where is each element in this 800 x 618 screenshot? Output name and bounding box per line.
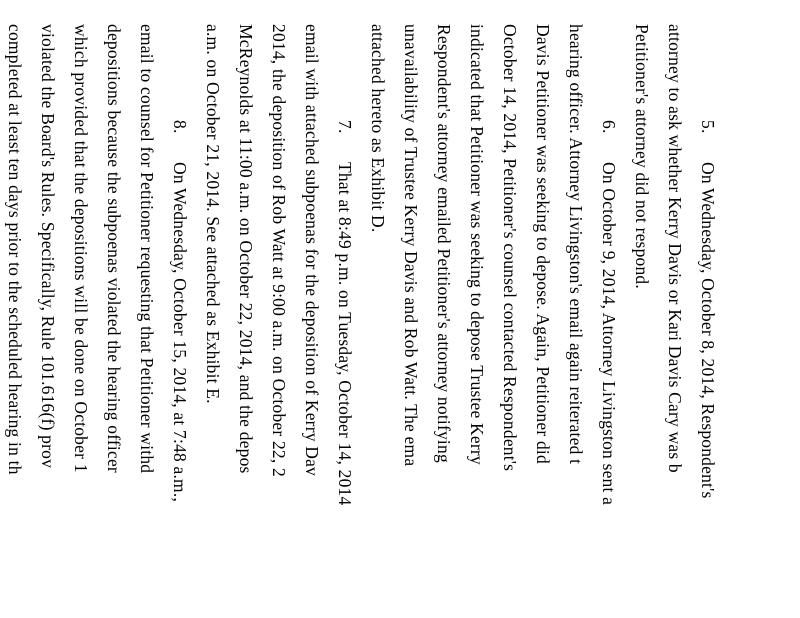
- paragraph-8-line-2: email to counsel for Petitioner requesting that Petitioner withd: [137, 24, 157, 474]
- paragraph-7-line-4: McReynolds at 11:00 a.m. on October 22, 2014, and the depos: [236, 24, 256, 474]
- paragraph-8-line-5: violated the Board's Rules. Specifically, Rule 101.616(f) prov: [38, 24, 58, 469]
- paragraph-5-line-3: Petitioner's attorney did not respond.: [632, 24, 652, 289]
- paragraph-7-line-3: 2014, the deposition of Rob Watt at 9:00 a.m. on October 22, 2: [269, 24, 289, 477]
- paragraph-7-line-1: [332, 120, 358, 505]
- paragraph-6-line-7: unavailability of Trustee Kerry Davis and Rob Watt. The ema: [401, 24, 421, 467]
- paragraph-5-line-2: attorney to ask whether Kerry Davis or Kari Davis Cary was b: [665, 24, 685, 473]
- paragraph-6-line-8: attached hereto as Exhibit D.: [368, 24, 388, 233]
- paragraph-8-line-3: depositions because the subpoenas violated the hearing officer: [104, 24, 124, 473]
- paragraph-5-line-1: [695, 120, 721, 498]
- paragraph-6-line-1: [596, 120, 622, 505]
- paragraph-text: On Wednesday, October 15, 2014, at 7:48 a.m.,: [170, 162, 190, 503]
- paragraph-6-number: 6.: [599, 120, 619, 134]
- paragraph-6-line-5: indicated that Petitioner was seeking to depose Trustee Kerry: [467, 24, 487, 465]
- document-page: [1, 24, 721, 584]
- paragraph-6-line-4: October 14, 2014, Petitioner's counsel contacted Respondent's: [500, 24, 520, 472]
- paragraph-6-line-2: hearing officer. Attorney Livingston's email again reiterated t: [566, 24, 586, 465]
- paragraph-6-line-3: Davis Petitioner was seeking to depose. Again, Petitioner did: [533, 24, 553, 464]
- paragraph-7-line-5: a.m. on October 21, 2014. See attached as Exhibit E.: [203, 24, 223, 404]
- paragraph-text: On Wednesday, October 8, 2014, Respondent's: [698, 162, 718, 499]
- paragraph-7-number: 7.: [335, 120, 355, 134]
- paragraph-text: That at 8:49 p.m. on Tuesday, October 14, 2014: [335, 162, 355, 506]
- paragraph-8-line-1: [167, 120, 193, 502]
- paragraph-text: On October 9, 2014, Attorney Livingston sent a: [599, 162, 619, 506]
- paragraph-5-number: 5.: [698, 120, 718, 134]
- paragraph-8-number: 8.: [170, 120, 190, 134]
- paragraph-7-line-2: email with attached subpoenas for the deposition of Kerry Dav: [302, 24, 322, 476]
- paragraph-8-line-4: which provided that the depositions will be done on October 1: [71, 24, 91, 473]
- paragraph-6-line-6: Respondent's attorney emailed Petitioner's attorney notifying: [434, 24, 454, 463]
- paragraph-8-line-6: completed at least ten days prior to the scheduled hearing in th: [5, 24, 25, 475]
